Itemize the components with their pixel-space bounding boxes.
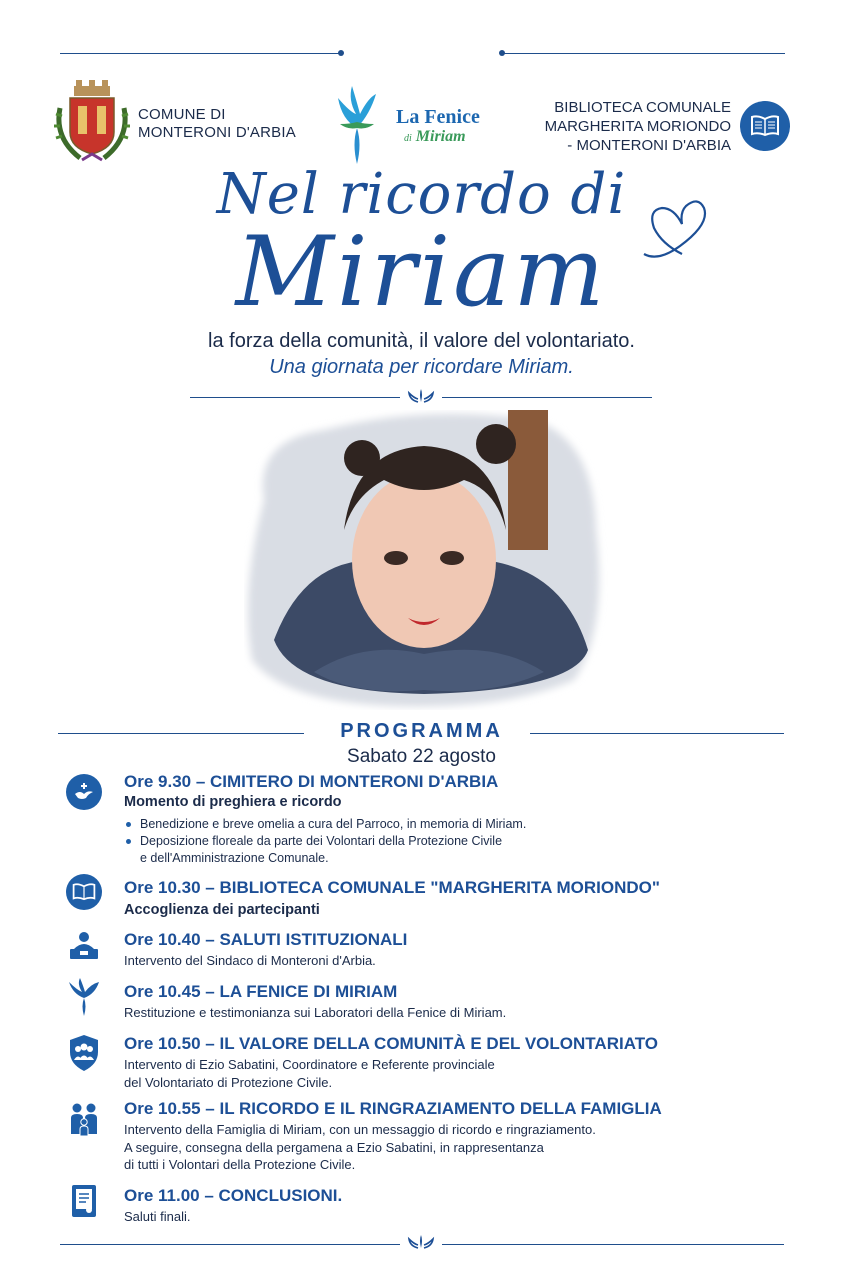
item-1-heading: Ore 9.30 – CIMITERO DI MONTERONI D'ARBIA [124,772,499,791]
item-4-heading: Ore 10.45 – LA FENICE DI MIRIAM [124,982,398,1001]
list-item-continuation: e dell'Amministrazione Comunale. [140,851,329,865]
item-7-time: Ore 11.00 [124,1186,200,1205]
fenice-miriam: Miriam [415,128,466,145]
header [0,70,843,170]
item-6-time: Ore 10.55 [124,1099,201,1118]
speaker-icon [66,928,102,964]
item-2-time: Ore 10.30 [124,878,201,897]
biblio-line1: BIBLIOTECA COMUNALE [554,99,731,116]
program-title: PROGRAMMA [340,720,503,742]
portrait-photo [244,410,608,710]
item-3-body: Intervento del Sindaco di Monteroni d'Arbia. [124,953,376,968]
bottom-ornament-icon [406,1234,436,1250]
item-4-time: Ore 10.45 [124,982,201,1001]
item-6-heading: Ore 10.55 – IL RICORDO E IL RINGRAZIAMENTO DELLA FAMIGLIA [124,1099,662,1118]
top-rule-dot-left [338,50,344,56]
item-1-subtitle: Momento di preghiera e ricordo [124,794,342,810]
item-3-heading: Ore 10.40 – SALUTI ISTITUZIONALI [124,930,408,949]
subtitle-line1: la forza della comunità, il valore del volontariato. [208,330,635,352]
item-7-heading: Ore 11.00 – CONCLUSIONI. [124,1186,343,1205]
fenice-subtitle [404,128,466,146]
item-5-body: Intervento di Ezio Sabatini, Coordinatore e Referente provinciale del Volontariato di Protezione Civile. [124,1057,495,1090]
item-4-body: Restituzione e testimonianza sui Laboratori della Fenice di Miriam. [124,1005,507,1020]
item-1-time: Ore 9.30 [124,772,192,791]
biblio-line2: MARGHERITA MORIONDO [544,118,731,135]
item-3-place: SALUTI ISTITUZIONALI [219,930,408,949]
list-item: Deposizione floreale da parte dei Volontari della Protezione Civile [126,833,526,850]
title-line2: Miriam [235,216,608,328]
book-icon [66,874,102,910]
heart-icon [638,194,714,264]
item-2-subtitle: Accoglienza dei partecipanti [124,902,320,918]
item-6-place: IL RICORDO E IL RINGRAZIAMENTO DELLA FAMIGLIA [219,1099,662,1118]
item-5-time: Ore 10.50 [124,1034,201,1053]
fenice-di: di [404,133,412,144]
comune-line2: MONTERONI D'ARBIA [138,124,296,141]
program-rule-right [530,733,784,734]
top-rule-right [503,53,785,54]
comune-crest-icon [52,78,132,166]
ornament-icon [406,388,436,404]
bottom-rule-left [60,1244,400,1245]
comune-line1: COMUNE DI [138,106,226,123]
subtitle-line2: Una giornata per ricordare Miriam. [269,356,574,378]
comune-label [138,106,296,142]
item-6-body: Intervento della Famiglia di Miriam, con un messaggio di ricordo e ringraziamento. A seguire, consegna della pergamena a Ezio Sabatini, in rappresentanza di tutti i Volontari della Protezione Civile. [124,1122,596,1172]
item-1-place: CIMITERO DI MONTERONI D'ARBIA [210,772,499,791]
item-2-heading: Ore 10.30 – BIBLIOTECA COMUNALE "MARGHERITA MORIONDO" [124,878,660,897]
item-4-place: LA FENICE DI MIRIAM [219,982,398,1001]
fenice-name: La Fenice [396,106,480,128]
phoenix-icon [66,978,102,1018]
phoenix-logo-icon [334,84,380,166]
bottom-rule-right [442,1244,784,1245]
item-2-place: BIBLIOTECA COMUNALE "MARGHERITA MORIONDO" [219,878,660,897]
top-rule-left [60,53,340,54]
title-line1: Nel ricordo di [216,162,627,227]
divider-left [190,397,400,398]
program-date: Sabato 22 agosto [347,746,496,767]
item-5-place: IL VALORE DELLA COMUNITÀ E DEL VOLONTARIATO [219,1034,659,1053]
dove-icon [66,774,102,810]
item-7-place: CONCLUSIONI. [218,1186,343,1205]
biblio-line3: - MONTERONI D'ARBIA [567,137,731,154]
divider-right [442,397,652,398]
item-7-body: Saluti finali. [124,1209,191,1224]
item-3-time: Ore 10.40 [124,930,201,949]
list-item: Benedizione e breve omelia a cura del Parroco, in memoria di Miriam. [126,816,526,833]
certificate-icon [66,1182,102,1222]
community-shield-icon [66,1034,102,1072]
item-5-heading: Ore 10.50 – IL VALORE DELLA COMUNITÀ E DEL VOLONTARIATO [124,1034,659,1053]
item-1-bullets [126,816,526,867]
biblioteca-label [545,98,731,155]
family-icon [66,1101,102,1139]
book-icon [740,101,790,151]
